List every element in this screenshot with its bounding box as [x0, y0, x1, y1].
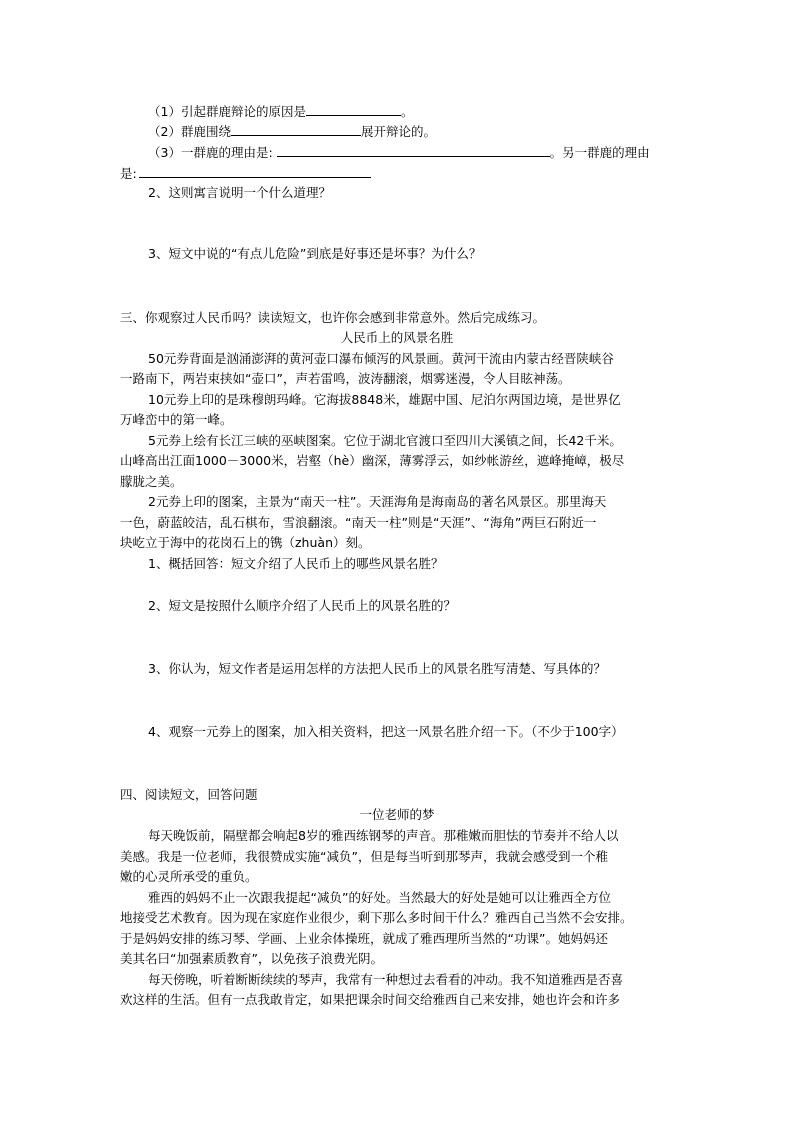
- article-title-currency: 人民币上的风景名胜: [340, 330, 454, 345]
- paragraph-line: 10元券上印的是珠穆朗玛峰。它海拔8848米，雄踞中国、尼泊尔两国边境，是世界亿: [148, 392, 621, 407]
- question-text: （1）引起群鹿辩论的原因是: [148, 104, 306, 119]
- paragraph-line: 万峰峦中的第一峰。: [120, 412, 233, 427]
- section-heading-4: 四、阅读短文，回答问题: [120, 787, 258, 802]
- question-line-1-1: [148, 101, 413, 121]
- question-text: 展开辩论的。: [360, 124, 436, 139]
- question-3: 3、短文中说的“有点儿危险”到底是好事还是坏事？为什么？: [148, 246, 482, 261]
- paragraph-line: 朦胧之美。: [120, 474, 183, 489]
- paragraph-line: 2元券上印的图案，主景为“南天一柱”。天涯海角是海南岛的著名风景区。那里海天: [148, 494, 607, 509]
- paragraph-line: 美其名曰“加强素质教育”，以免孩子浪费光阴。: [120, 951, 383, 966]
- question-3-2: 2、短文是按照什么顺序介绍了人民币上的风景名胜的？: [148, 598, 456, 613]
- question-2: 2、这则寓言说明一个什么道理？: [148, 185, 331, 200]
- paragraph-line: 雅西的妈妈不止一次跟我提起“减负”的好处。当然最大的好处是她可以让雅西全方位: [148, 890, 611, 905]
- paragraph-line: 地接受艺术教育。因为现在家庭作业很少，剩下那么多时间干什么？雅西自己当然不会安排。: [120, 910, 633, 925]
- paragraph-line: 嫩的心灵所承受的重负。: [120, 869, 258, 884]
- paragraph-line: 欢这样的生活。但有一点我敢肯定，如果把课余时间交给雅西自己来安排，她也许会和许多: [120, 992, 621, 1007]
- question-line-1-3: [148, 142, 650, 162]
- paragraph-line: 美感。我是一位老师，我很赞成实施“减负”，但是每当听到那琴声，我就会感受到一个稚: [120, 849, 608, 864]
- question-text: 。另一群鹿的理由: [549, 145, 650, 160]
- paragraph-line: 块屹立于海中的花岗石上的镌（zhuàn）刻。: [120, 535, 371, 550]
- question-3-1: 1、概括回答：短文介绍了人民币上的哪些风景名胜？: [148, 556, 444, 571]
- paragraph-line: 5元券上绘有长江三峡的巫峡图案。它位于湖北官渡口至四川大溪镇之间，长42千米。: [148, 433, 622, 448]
- question-line-1-2: [148, 121, 436, 141]
- paragraph-line: 50元券背面是汹涌澎湃的黄河壶口瀑布倾泻的风景画。黄河干流由内蒙古经晋陕峡谷: [148, 351, 614, 366]
- answer-blank[interactable]: [231, 121, 361, 136]
- question-line-1-3-cont: [120, 163, 371, 183]
- paragraph-line: 一色，蔚蓝皎洁，乱石棋布，雪浪翻滚。“南天一柱”则是“天涯”、“海角”两巨石附近一: [120, 515, 597, 530]
- question-3-3: 3、你认为，短文作者是运用怎样的方法把人民币上的风景名胜写清楚、写具体的？: [148, 661, 606, 676]
- question-text: （3）一群鹿的理由是:: [148, 145, 273, 160]
- answer-blank[interactable]: [306, 101, 401, 116]
- paragraph-line: 于是妈妈安排的练习琴、学画、上业余体操班，就成了雅西理所当然的“功课”。她妈妈还: [120, 931, 608, 946]
- answer-blank[interactable]: [139, 163, 371, 178]
- answer-blank[interactable]: [277, 142, 550, 157]
- question-3-4: 4、观察一元券上的图案，加入相关资料，把这一风景名胜介绍一下。（不少于100字）: [148, 724, 624, 739]
- section-heading-3: 三、你观察过人民币吗？读读短文，也许你会感到非常意外。然后完成练习。: [120, 310, 546, 325]
- article-title-teacher: 一位老师的梦: [359, 807, 435, 822]
- paragraph-line: 山峰高出江面1000－3000米，岩壑（hè）幽深，薄雾浮云，如纱帐游丝，遮峰掩嶂，极尽: [120, 453, 625, 468]
- question-text: （2）群鹿围绕: [148, 124, 231, 139]
- paragraph-line: 每天傍晚，听着断断续续的琴声，我常有一种想过去看看的冲动。我不知道雅西是否喜: [148, 972, 624, 987]
- question-text: 是:: [120, 166, 137, 181]
- question-text: 。: [400, 104, 414, 119]
- paragraph-line: 每天晚饭前，隔壁都会响起8岁的雅西练钢琴的声音。那稚嫩而胆怯的节奏并不给人以: [148, 828, 619, 843]
- paragraph-line: 一路南下，两岩束挟如“壶口”，声若雷鸣，波涛翻滚，烟雾迷漫，令人目眩神荡。: [120, 371, 571, 386]
